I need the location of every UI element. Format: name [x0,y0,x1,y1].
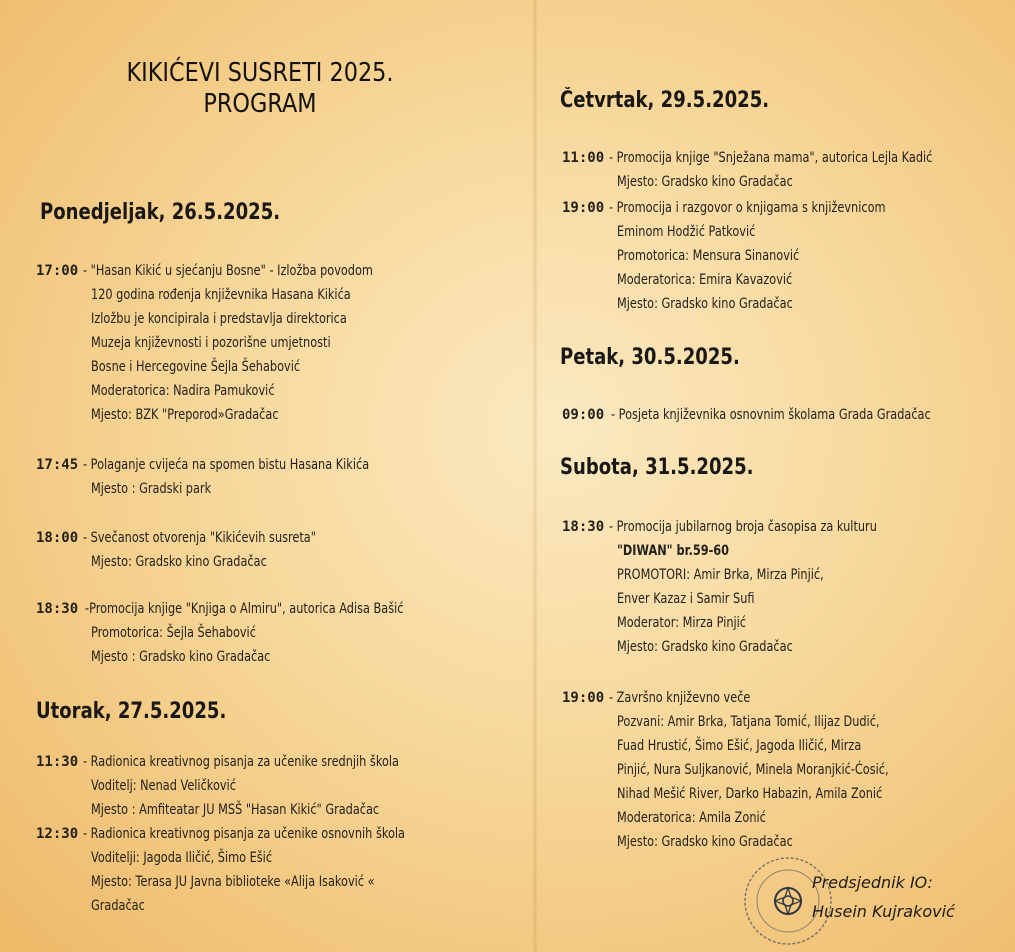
event-line: Moderatorica: Emira Kavazović [617,272,793,288]
event-line: - Promocija knjige "Snježana mama", autorica Lejla Kadić [609,150,933,166]
signature-role: Predsjednik IO: [812,873,933,892]
event-line: Mjesto: BZK "Preporod»Gradačac [91,407,279,423]
event-line: PROMOTORI: Amir Brka, Mirza Pinjić, [617,567,824,583]
event-line: Voditelj: Nenad Veličković [91,778,236,794]
event-time: 11:00 [562,150,605,166]
event-line: "DIWAN" br.59-60 [617,543,730,559]
event-line: Promotorica: Mensura Sinanović [617,248,800,264]
event-time: 19:00 [562,200,605,216]
event-line: - Promocija jubilarnog broja časopisa za kulturu [609,519,877,535]
event-line: Muzeja književnosti i pozorišne umjetnosti [91,335,331,351]
event-line: - Posjeta književnika osnovnim školama Grada Gradačac [611,407,931,423]
event-line: Pozvani: Amir Brka, Tatjana Tomić, Ilijaz Dudić, [617,714,880,730]
event-line: Mjesto: Gradsko kino Gradačac [91,554,267,570]
event-line: Fuad Hrustić, Šimo Ešić, Jagoda Iličić, Mirza [617,738,862,754]
event-line: Voditelji: Jagoda Iličić, Šimo Ešić [91,850,273,866]
title-line-2: PROGRAM [203,89,317,119]
event-line: - Završno književno veče [609,690,751,706]
event-line: Mjesto: Gradsko kino Gradačac [617,639,793,655]
page-fold [532,0,538,952]
event-line: Enver Kazaz i Samir Sufi [617,591,755,607]
event-line: Mjesto : Gradsko kino Gradačac [91,649,271,665]
event-line: Mjesto: Gradsko kino Gradačac [617,296,793,312]
event-time: 12:30 [36,826,79,842]
day-heading-saturday: Subota, 31.5.2025. [560,455,754,480]
event-time: 17:45 [36,457,79,473]
event-line: Mjesto: Terasa JU Javna biblioteke «Alija Isaković « [91,874,375,890]
event-time: 19:00 [562,690,605,706]
event-line: 120 godina rođenja književnika Hasana Kikića [91,287,351,303]
day-heading-thursday: Četvrtak, 29.5.2025. [560,88,770,113]
day-heading-monday: Ponedjeljak, 26.5.2025. [40,200,281,225]
event-line: Mjesto : Amfiteatar JU MSŠ "Hasan Kikić" Gradačac [91,802,380,818]
event-line: -Promocija knjige "Knjiga o Almiru", autorica Adisa Bašić [85,601,404,617]
event-line: Mjesto: Gradsko kino Gradačac [617,834,793,850]
event-time: 09:00 [562,407,605,423]
event-time: 18:30 [562,519,605,535]
event-line: Gradačac [91,898,145,914]
event-line: Eminom Hodžić Patković [617,224,756,240]
event-line: Bosne i Hercegovine Šejla Šehabović [91,359,301,375]
event-line: - Svečanost otvorenja "Kikićevih susreta" [83,530,316,546]
event-line: Moderatorica: Nadira Pamuković [91,383,275,399]
title-line-1: KIKIĆEVI SUSRETI 2025. [126,58,394,88]
seal-stamp-icon [742,855,834,947]
event-line: - Polaganje cvijeća na spomen bistu Hasana Kikića [83,457,370,473]
event-line: Nihad Mešić River, Darko Habazin, Amila Zonić [617,786,883,802]
program-title [88,58,432,120]
event-line: - "Hasan Kikić u sjećanju Bosne" - Izložba povodom [83,263,373,279]
day-heading-tuesday: Utorak, 27.5.2025. [36,699,227,724]
event-line: - Promocija i razgovor o knjigama s književnicom [609,200,886,216]
event-line: Promotorica: Šejla Šehabović [91,625,256,641]
event-line: - Radionica kreativnog pisanja za učenike osnovnih škola [83,826,405,842]
day-heading-friday: Petak, 30.5.2025. [560,345,740,370]
event-line: Mjesto: Gradsko kino Gradačac [617,174,793,190]
event-time: 11:30 [36,754,79,770]
event-line: Izložbu je koncipirala i predstavlja direktorica [91,311,347,327]
event-line: Pinjić, Nura Suljkanović, Minela Moranjkić-Ćosić, [617,762,889,778]
event-line: Mjesto : Gradski park [91,481,212,497]
event-time: 17:00 [36,263,79,279]
event-time: 18:00 [36,530,79,546]
signature-name: Husein Kujraković [812,902,955,921]
event-line: Moderator: Mirza Pinjić [617,615,747,631]
event-time: 18:30 [36,601,79,617]
event-line: Moderatorica: Amila Zonić [617,810,766,826]
event-line: - Radionica kreativnog pisanja za učenike srednjih škola [83,754,399,770]
